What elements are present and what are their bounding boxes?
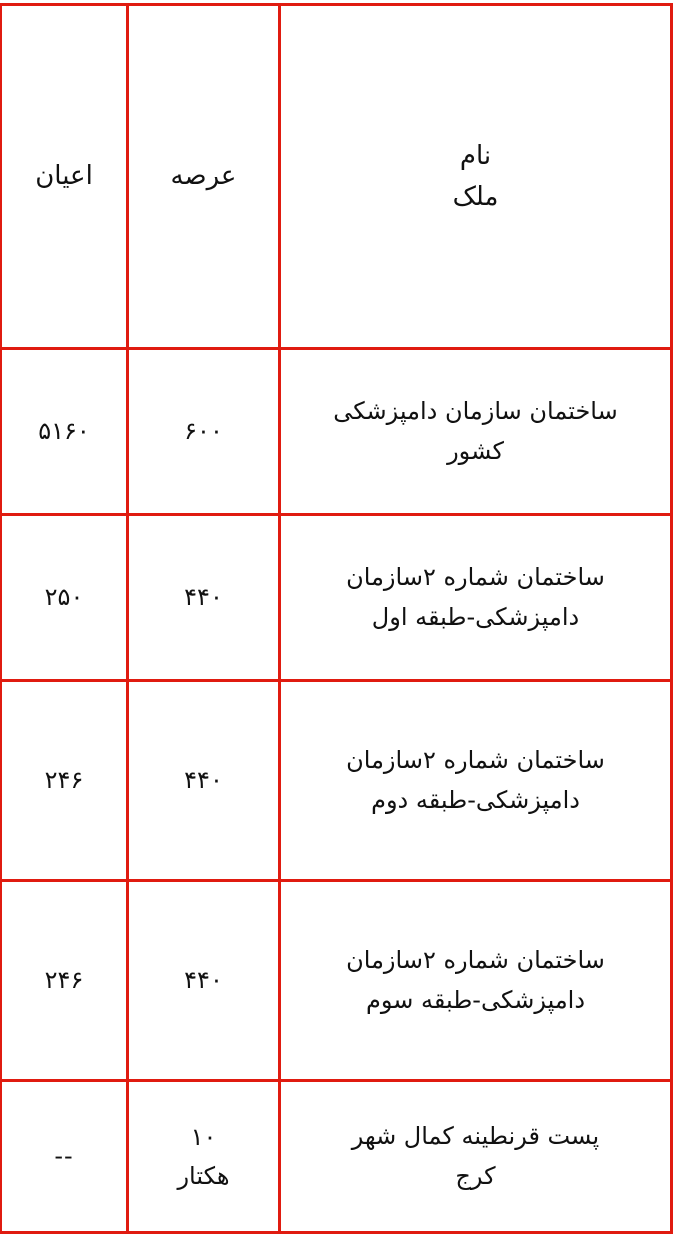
cell-ayan: [1, 349, 128, 515]
cell-ayan: [1, 881, 128, 1081]
cell-ayan-line-1: ۲۴۶: [44, 966, 84, 995]
cell-name-line-1: پست قرنطینه کمال شهر: [351, 1121, 600, 1150]
cell-arse-line-1: ۴۴۰: [184, 766, 223, 795]
cell-arse: [128, 881, 280, 1081]
cell-name: [280, 349, 672, 515]
cell-ayan: [1, 1081, 128, 1233]
cell-name-line-1: ساختمان شماره ۲سازمان: [346, 562, 605, 591]
cell-arse: [128, 515, 280, 681]
table-row: [1, 515, 672, 681]
property-table-container: [0, 3, 675, 1216]
cell-arse-line-1: ۴۴۰: [184, 583, 223, 612]
cell-arse: [128, 681, 280, 881]
cell-arse-line-1: ۴۴۰: [184, 966, 223, 995]
column-header-ayan-line-1: اعیان: [35, 161, 93, 192]
column-header-name-line-1: نام: [459, 141, 492, 172]
column-header-arse-line-1: عرصه: [170, 161, 237, 192]
table-row: [1, 681, 672, 881]
cell-arse-line-2: هکتار: [177, 1161, 230, 1190]
cell-name-line-1: ساختمان سازمان دامپزشکی: [333, 396, 618, 425]
cell-arse-line-1: ۶۰۰: [184, 417, 223, 446]
cell-ayan-line-1: ۵۱۶۰: [38, 417, 90, 446]
column-header-name: [280, 5, 672, 349]
column-header-ayan: [1, 5, 128, 349]
cell-ayan-line-1: ۲۴۶: [44, 766, 84, 795]
table-row: [1, 881, 672, 1081]
cell-name: [280, 1081, 672, 1233]
cell-arse: [128, 1081, 280, 1233]
cell-ayan-line-1: ۲۵۰: [44, 583, 84, 612]
cell-name: [280, 881, 672, 1081]
cell-name-line-2: کرج: [455, 1161, 496, 1190]
table-row: [1, 1081, 672, 1233]
column-header-arse: [128, 5, 280, 349]
cell-arse-line-1: ۱۰: [190, 1123, 217, 1152]
cell-name-line-1: ساختمان شماره ۲سازمان: [346, 745, 605, 774]
cell-ayan: [1, 515, 128, 681]
table-body: [1, 349, 672, 1233]
cell-ayan-line-1: --: [54, 1142, 74, 1171]
cell-name: [280, 681, 672, 881]
property-table: [0, 3, 673, 1234]
cell-name-line-1: ساختمان شماره ۲سازمان: [346, 945, 605, 974]
table-header: [1, 5, 672, 349]
cell-ayan: [1, 681, 128, 881]
cell-arse: [128, 349, 280, 515]
column-header-name-line-2: ملک: [452, 181, 499, 212]
cell-name-line-2: دامپزشکی-طبقه سوم: [365, 985, 586, 1014]
cell-name-line-2: کشور: [447, 436, 504, 465]
table-row: [1, 349, 672, 515]
cell-name-line-2: دامپزشکی-طبقه اول: [371, 602, 580, 631]
cell-name-line-2: دامپزشکی-طبقه دوم: [371, 785, 580, 814]
cell-name: [280, 515, 672, 681]
table-header-row: [1, 5, 672, 349]
